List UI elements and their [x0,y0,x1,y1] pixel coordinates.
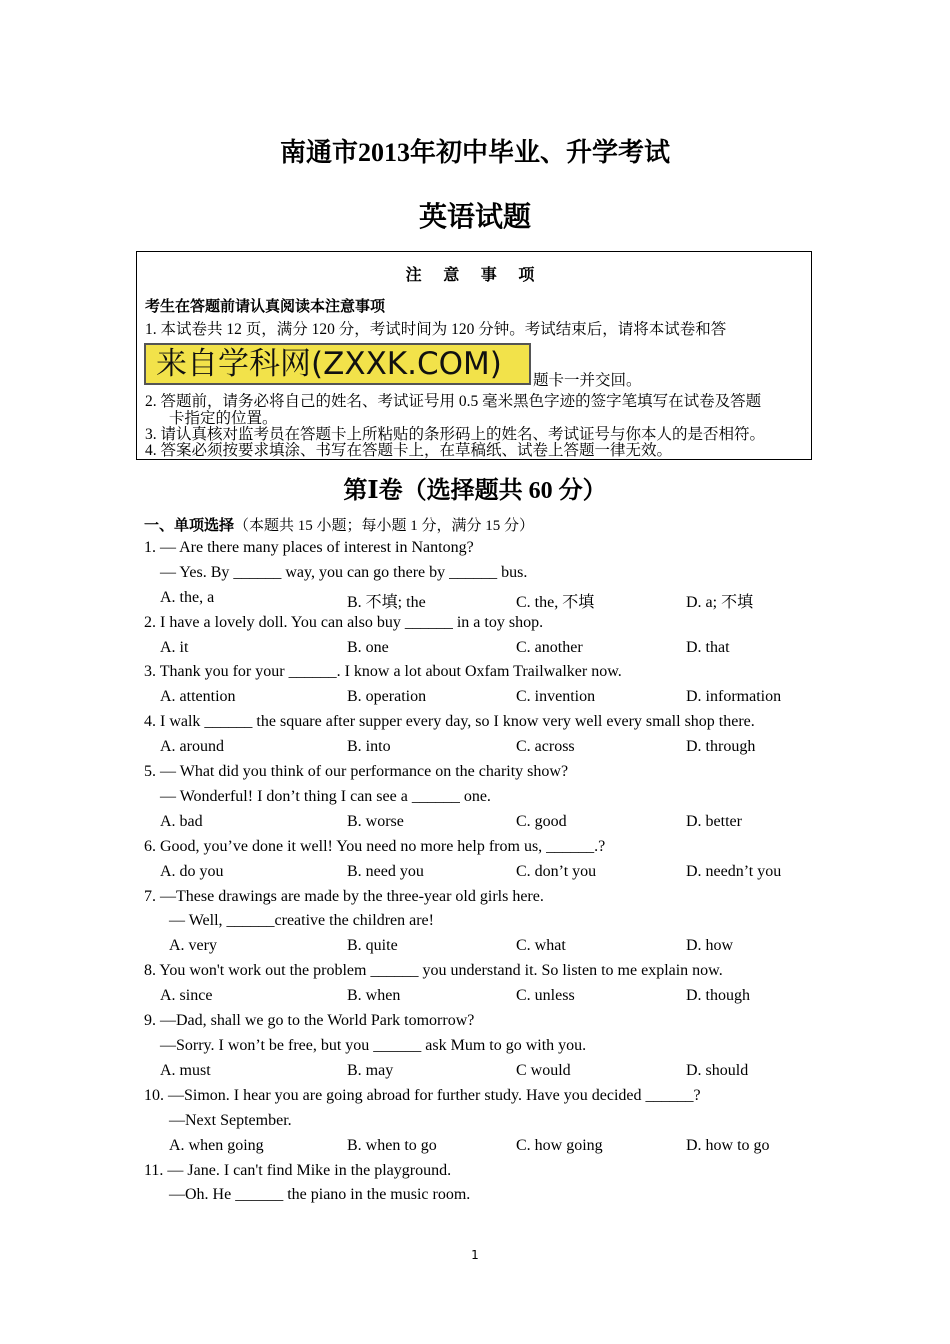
part-note: （本题共 15 小题；每小题 1 分，满分 15 分） [234,518,535,534]
answer-option-a[interactable]: A. do you [160,863,224,880]
answer-option-a[interactable]: A. the, a [160,589,215,606]
question-dialogue-line: —Sorry. I won’t be free, but you ______ ask Mum to go with you. [160,1037,587,1054]
answer-option-b[interactable]: B. when [347,987,401,1004]
answer-option-c[interactable]: C would [516,1062,571,1079]
question-stem: 1. — Are there many places of interest in Nantong? [144,539,474,556]
notice-item-1: 1. 本试卷共 12 页，满分 120 分，考试时间为 120 分钟。考试结束后，请将本试卷和答 [145,321,727,338]
answer-option-c[interactable]: C. don’t you [516,863,597,880]
answer-option-c[interactable]: C. unless [516,987,575,1004]
exam-title: 南通市2013年初中毕业、升学考试 [279,138,670,167]
answer-option-c[interactable]: C. what [516,937,566,954]
part-label: 一、单项选择 [144,516,235,534]
answer-option-d[interactable]: D. though [686,987,750,1004]
answer-option-a[interactable]: A. attention [160,688,236,705]
answer-option-a[interactable]: A. it [160,639,189,656]
question-dialogue-line: —Oh. He ______ the piano in the music room. [169,1186,471,1203]
notice-item-2: 2. 答题前，请务必将自己的姓名、考试证号用 0.5 毫米黑色字迹的签字笔填写在试卷及答题 [145,393,762,410]
answer-option-b[interactable]: B. one [347,639,389,656]
answer-option-d[interactable]: D. needn’t you [686,863,782,880]
question-dialogue-line: — Wonderful! I don’t thing I can see a ______ one. [160,788,491,805]
question-stem: 9. —Dad, shall we go to the World Park tomorrow? [144,1012,475,1029]
answer-option-a[interactable]: A. when going [169,1137,264,1154]
notice-box [136,251,812,460]
answer-option-d[interactable]: D. how [686,937,734,954]
answer-option-c[interactable]: C. the, 不填 [516,594,595,611]
answer-option-b[interactable]: B. when to go [347,1137,437,1154]
answer-option-a[interactable]: A. since [160,987,213,1004]
question-stem: 4. I walk ______ the square after supper every day, so I know very well every small shop there. [144,713,755,730]
answer-option-a[interactable]: A. around [160,738,224,755]
answer-option-b[interactable]: B. worse [347,813,404,830]
part-heading [144,514,534,535]
notice-item-3: 3. 请认真核对监考员在答题卡上所粘贴的条形码上的姓名、考试证号与你本人的是否相符。 [145,426,766,443]
question-stem: 7. —These drawings are made by the three-year old girls here. [144,888,544,905]
answer-option-a[interactable]: A. bad [160,813,203,830]
answer-option-b[interactable]: B. into [347,738,391,755]
answer-option-d[interactable]: D. information [686,688,782,705]
answer-option-a[interactable]: A. must [160,1062,211,1079]
page-number: 1 [471,1248,479,1262]
answer-option-d[interactable]: D. a; 不填 [686,594,754,611]
question-stem: 5. — What did you think of our performance on the charity show? [144,763,569,780]
answer-option-c[interactable]: C. across [516,738,575,755]
question-stem: 2. I have a lovely doll. You can also buy ______ in a toy shop. [144,614,544,631]
question-dialogue-line: — Well, ______creative the children are! [169,912,434,929]
notice-item-4: 4. 答案必须按要求填涂、书写在答题卡上，在草稿纸、试卷上答题一律无效。 [145,442,673,459]
answer-option-d[interactable]: D. through [686,738,756,755]
notice-item-1-cont: 题卡一并交回。 [533,372,642,389]
notice-title: 注 意 事 项 [405,265,543,284]
answer-option-c[interactable]: C. invention [516,688,596,705]
question-stem: 6. Good, you’ve done it well! You need no more help from us, ______.? [144,838,606,855]
answer-option-b[interactable]: B. quite [347,937,398,954]
question-stem: 10. —Simon. I hear you are going abroad for further study. Have you decided ______? [144,1087,701,1104]
notice-subtitle: 考生在答题前请认真阅读本注意事项 [145,297,386,315]
answer-option-b[interactable]: B. may [347,1062,394,1079]
question-stem: 3. Thank you for your ______. I know a lot about Oxfam Trailwalker now. [144,663,622,680]
answer-option-b[interactable]: B. 不填; the [347,594,426,611]
answer-option-c[interactable]: C. another [516,639,583,656]
answer-option-d[interactable]: D. how to go [686,1137,770,1154]
answer-option-d[interactable]: D. should [686,1062,749,1079]
watermark-logo: 来自学科网(ZXXK.COM) [144,343,531,385]
answer-option-a[interactable]: A. very [169,937,217,954]
question-dialogue-line: —Next September. [169,1112,292,1129]
subject-title: 英语试题 [418,202,531,233]
notice-item-2-cont: 卡指定的位置。 [169,410,278,427]
answer-option-b[interactable]: B. need you [347,863,424,880]
question-stem: 11. — Jane. I can't find Mike in the playground. [144,1162,452,1179]
answer-option-d[interactable]: D. better [686,813,742,830]
answer-option-c[interactable]: C. how going [516,1137,603,1154]
answer-option-d[interactable]: D. that [686,639,730,656]
question-stem: 8. You won't work out the problem ______ you understand it. So listen to me explain now. [144,962,723,979]
section-title: 第Ⅰ卷（选择题共 60 分） [343,478,607,504]
answer-option-b[interactable]: B. operation [347,688,427,705]
question-dialogue-line: — Yes. By ______ way, you can go there by ______ bus. [160,564,528,581]
answer-option-c[interactable]: C. good [516,813,567,830]
